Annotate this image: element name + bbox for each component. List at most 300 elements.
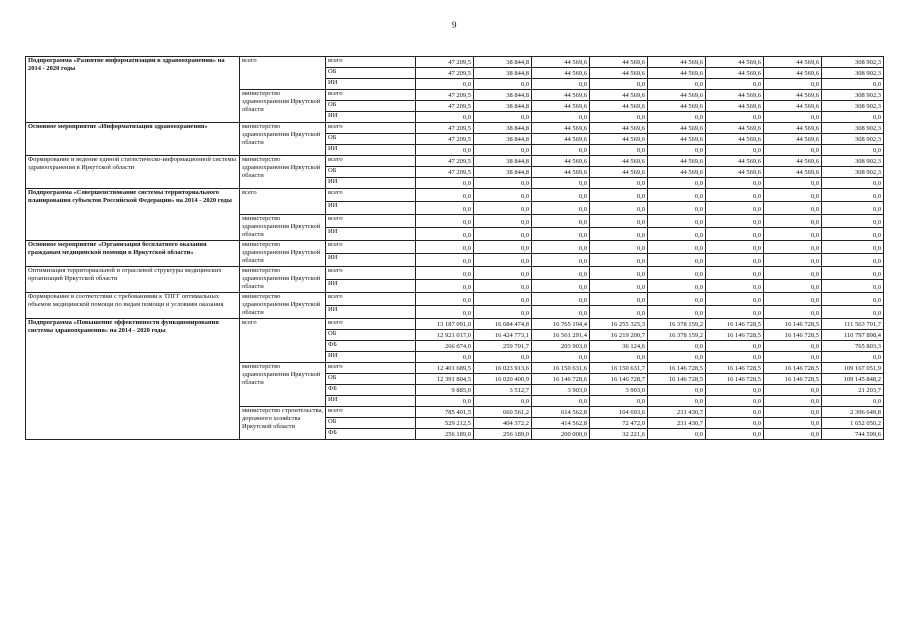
value-cell: 12 391 804,5 xyxy=(416,374,474,385)
value-cell: 0,0 xyxy=(590,145,648,156)
value-cell: 0,0 xyxy=(706,352,764,363)
value-cell: 0,0 xyxy=(416,79,474,90)
value-cell: 0,0 xyxy=(474,228,532,241)
value-cell: 0,0 xyxy=(764,418,822,429)
total-value-cell: 308 902,3 xyxy=(822,68,884,79)
value-cell: 44 569,6 xyxy=(706,167,764,178)
value-cell: 0,0 xyxy=(648,254,706,267)
funding-source: ОБ xyxy=(326,374,416,385)
funding-source: всего xyxy=(326,123,416,134)
value-cell: 0,0 xyxy=(474,241,532,254)
value-cell: 16 219 200,7 xyxy=(590,330,648,341)
value-cell: 0,0 xyxy=(706,202,764,215)
funding-source: всего xyxy=(326,215,416,228)
value-cell: 256 189,0 xyxy=(416,429,474,440)
total-value-cell: 308 902,3 xyxy=(822,134,884,145)
value-cell: 200 000,0 xyxy=(532,429,590,440)
executor-name: всего xyxy=(240,319,326,363)
value-cell: 13 187 091,0 xyxy=(416,319,474,330)
value-cell: 44 569,6 xyxy=(590,134,648,145)
value-cell: 0,0 xyxy=(764,145,822,156)
value-cell: 0,0 xyxy=(764,385,822,396)
value-cell: 0,0 xyxy=(416,178,474,189)
value-cell: 0,0 xyxy=(590,178,648,189)
value-cell: 0,0 xyxy=(590,352,648,363)
page-number: 9 xyxy=(452,20,457,30)
program-name: Основное мероприятие «Организация бесплатного оказания гражданам медицинской помощи в Иркутской области» xyxy=(26,241,240,267)
funding-source: ИИ xyxy=(326,112,416,123)
value-cell: 0,0 xyxy=(706,267,764,280)
executor-name: всего xyxy=(240,189,326,215)
value-cell: 44 569,6 xyxy=(532,68,590,79)
funding-source: всего xyxy=(326,363,416,374)
value-cell: 0,0 xyxy=(474,254,532,267)
funding-source: всего xyxy=(326,189,416,202)
value-cell: 266 074,0 xyxy=(416,341,474,352)
value-cell: 0,0 xyxy=(764,280,822,293)
executor-name: министерство здравоохранения Иркутской области xyxy=(240,156,326,189)
value-cell: 0,0 xyxy=(416,306,474,319)
total-value-cell: 308 902,3 xyxy=(822,167,884,178)
value-cell: 44 569,6 xyxy=(532,57,590,68)
value-cell: 0,0 xyxy=(590,293,648,306)
total-value-cell: 0,0 xyxy=(822,396,884,407)
program-name: Формирование и ведение единой статистическо-информационной системы здравоохранения в Иркутской области xyxy=(26,156,240,189)
funding-source: всего xyxy=(326,57,416,68)
value-cell: 0,0 xyxy=(416,228,474,241)
table-row xyxy=(26,241,884,254)
value-cell: 0,0 xyxy=(474,112,532,123)
value-cell: 0,0 xyxy=(706,254,764,267)
value-cell: 0,0 xyxy=(706,306,764,319)
value-cell: 0,0 xyxy=(706,112,764,123)
funding-source: ОБ xyxy=(326,134,416,145)
funding-source: ФБ xyxy=(326,385,416,396)
value-cell: 16 255 325,3 xyxy=(590,319,648,330)
funding-source: ОБ xyxy=(326,330,416,341)
value-cell: 0,0 xyxy=(764,79,822,90)
total-value-cell: 110 797 898,4 xyxy=(822,330,884,341)
executor-name: министерство строительства, дорожного хозяйства Иркутской области xyxy=(240,407,326,440)
value-cell: 0,0 xyxy=(706,396,764,407)
value-cell: 0,0 xyxy=(648,202,706,215)
value-cell: 529 212,5 xyxy=(416,418,474,429)
value-cell: 231 430,7 xyxy=(648,418,706,429)
executor-name: министерство здравоохранения Иркутской области xyxy=(240,123,326,156)
program-name: Подпрограмма «Развитие информатизации в здравоохранении» на 2014 - 2020 годы xyxy=(26,57,240,123)
value-cell: 12 401 689,5 xyxy=(416,363,474,374)
total-value-cell: 0,0 xyxy=(822,79,884,90)
value-cell: 32 221,6 xyxy=(590,429,648,440)
value-cell: 44 569,6 xyxy=(648,90,706,101)
funding-source: ИИ xyxy=(326,228,416,241)
value-cell: 0,0 xyxy=(416,145,474,156)
total-value-cell: 0,0 xyxy=(822,215,884,228)
value-cell: 0,0 xyxy=(474,189,532,202)
value-cell: 38 844,8 xyxy=(474,68,532,79)
value-cell: 47 209,5 xyxy=(416,156,474,167)
table-row xyxy=(26,319,884,330)
value-cell: 0,0 xyxy=(474,202,532,215)
value-cell: 0,0 xyxy=(764,215,822,228)
value-cell: 0,0 xyxy=(764,341,822,352)
value-cell: 44 569,6 xyxy=(706,134,764,145)
value-cell: 0,0 xyxy=(416,267,474,280)
table-row xyxy=(26,123,884,134)
value-cell: 0,0 xyxy=(648,79,706,90)
value-cell: 0,0 xyxy=(532,79,590,90)
value-cell: 0,0 xyxy=(764,267,822,280)
value-cell: 16 424 773,1 xyxy=(474,330,532,341)
value-cell: 47 209,5 xyxy=(416,68,474,79)
value-cell: 0,0 xyxy=(764,407,822,418)
value-cell: 0,0 xyxy=(648,267,706,280)
value-cell: 0,0 xyxy=(648,228,706,241)
value-cell: 44 569,6 xyxy=(532,167,590,178)
value-cell: 0,0 xyxy=(416,189,474,202)
value-cell: 44 569,6 xyxy=(590,57,648,68)
value-cell: 16 146 728,5 xyxy=(706,374,764,385)
value-cell: 44 569,6 xyxy=(648,167,706,178)
total-value-cell: 0,0 xyxy=(822,178,884,189)
value-cell: 0,0 xyxy=(532,352,590,363)
value-cell: 36 124,6 xyxy=(590,341,648,352)
value-cell: 38 844,8 xyxy=(474,57,532,68)
value-cell: 0,0 xyxy=(764,202,822,215)
value-cell: 44 569,6 xyxy=(764,101,822,112)
total-value-cell: 0,0 xyxy=(822,267,884,280)
value-cell: 0,0 xyxy=(474,267,532,280)
value-cell: 44 569,6 xyxy=(590,123,648,134)
program-name: Формирование в соответствии с требованиями к ТПГГ оптимальных объемов медицинской помощи по видам помощи и условиям оказания xyxy=(26,293,240,319)
value-cell: 0,0 xyxy=(416,396,474,407)
value-cell: 0,0 xyxy=(532,202,590,215)
value-cell: 0,0 xyxy=(416,254,474,267)
value-cell: 16 023 913,6 xyxy=(474,363,532,374)
value-cell: 785 401,5 xyxy=(416,407,474,418)
funding-source: ИИ xyxy=(326,178,416,189)
value-cell: 0,0 xyxy=(648,178,706,189)
value-cell: 0,0 xyxy=(706,385,764,396)
funding-source: всего xyxy=(326,241,416,254)
funding-source: всего xyxy=(326,319,416,330)
value-cell: 0,0 xyxy=(416,112,474,123)
total-value-cell: 0,0 xyxy=(822,241,884,254)
executor-name: министерство здравоохранения Иркутской области xyxy=(240,267,326,293)
value-cell: 0,0 xyxy=(416,293,474,306)
total-value-cell: 109 167 051,9 xyxy=(822,363,884,374)
value-cell: 16 146 728,5 xyxy=(706,330,764,341)
executor-name: министерство здравоохранения Иркутской области xyxy=(240,215,326,241)
value-cell: 38 844,8 xyxy=(474,134,532,145)
value-cell: 44 569,6 xyxy=(590,68,648,79)
value-cell: 47 209,5 xyxy=(416,57,474,68)
value-cell: 404 372,2 xyxy=(474,418,532,429)
value-cell: 44 569,6 xyxy=(764,167,822,178)
funding-source: ИИ xyxy=(326,306,416,319)
total-value-cell: 308 902,3 xyxy=(822,57,884,68)
value-cell: 0,0 xyxy=(648,145,706,156)
value-cell: 0,0 xyxy=(474,306,532,319)
total-value-cell: 0,0 xyxy=(822,145,884,156)
value-cell: 16 146 728,5 xyxy=(706,319,764,330)
value-cell: 0,0 xyxy=(590,280,648,293)
total-value-cell: 744 599,6 xyxy=(822,429,884,440)
funding-source: всего xyxy=(326,293,416,306)
value-cell: 16 146 728,5 xyxy=(764,374,822,385)
total-value-cell: 308 902,3 xyxy=(822,101,884,112)
value-cell: 0,0 xyxy=(648,352,706,363)
value-cell: 16 146 728,5 xyxy=(764,319,822,330)
program-name: Подпрограмма «Повышение эффективности функционирования системы здравоохранения» на 2014 - 2020 годы xyxy=(26,319,240,440)
value-cell: 0,0 xyxy=(764,306,822,319)
funding-source: ИИ xyxy=(326,280,416,293)
value-cell: 44 569,6 xyxy=(764,90,822,101)
value-cell: 38 844,8 xyxy=(474,167,532,178)
funding-source: ОБ xyxy=(326,68,416,79)
funding-source: всего xyxy=(326,267,416,280)
value-cell: 12 921 017,0 xyxy=(416,330,474,341)
funding-source: ИИ xyxy=(326,352,416,363)
total-value-cell: 0,0 xyxy=(822,202,884,215)
value-cell: 0,0 xyxy=(706,341,764,352)
value-cell: 203 903,0 xyxy=(532,341,590,352)
value-cell: 0,0 xyxy=(648,189,706,202)
value-cell: 0,0 xyxy=(764,352,822,363)
value-cell: 0,0 xyxy=(532,241,590,254)
total-value-cell: 0,0 xyxy=(822,352,884,363)
value-cell: 0,0 xyxy=(416,280,474,293)
total-value-cell: 765 803,3 xyxy=(822,341,884,352)
funding-source: ИИ xyxy=(326,79,416,90)
value-cell: 16 146 728,7 xyxy=(590,374,648,385)
value-cell: 44 569,6 xyxy=(764,123,822,134)
value-cell: 0,0 xyxy=(648,341,706,352)
value-cell: 0,0 xyxy=(706,79,764,90)
value-cell: 0,0 xyxy=(706,215,764,228)
value-cell: 44 569,6 xyxy=(532,90,590,101)
value-cell: 0,0 xyxy=(764,396,822,407)
total-value-cell: 21 203,7 xyxy=(822,385,884,396)
value-cell: 0,0 xyxy=(590,202,648,215)
budget-table xyxy=(25,56,884,440)
value-cell: 44 569,6 xyxy=(648,68,706,79)
value-cell: 0,0 xyxy=(532,267,590,280)
value-cell: 0,0 xyxy=(706,145,764,156)
value-cell: 0,0 xyxy=(648,429,706,440)
value-cell: 38 844,8 xyxy=(474,123,532,134)
value-cell: 3 512,7 xyxy=(474,385,532,396)
value-cell: 0,0 xyxy=(532,178,590,189)
value-cell: 0,0 xyxy=(532,293,590,306)
total-value-cell: 111 563 701,7 xyxy=(822,319,884,330)
value-cell: 0,0 xyxy=(648,396,706,407)
value-cell: 0,0 xyxy=(590,241,648,254)
value-cell: 259 701,7 xyxy=(474,341,532,352)
value-cell: 0,0 xyxy=(764,178,822,189)
value-cell: 16 561 291,4 xyxy=(532,330,590,341)
executor-name: министерство здравоохранения Иркутской области xyxy=(240,293,326,319)
value-cell: 0,0 xyxy=(648,293,706,306)
value-cell: 0,0 xyxy=(706,429,764,440)
value-cell: 44 569,6 xyxy=(706,68,764,79)
total-value-cell: 0,0 xyxy=(822,228,884,241)
value-cell: 0,0 xyxy=(706,407,764,418)
total-value-cell: 109 145 848,2 xyxy=(822,374,884,385)
executor-name: всего xyxy=(240,57,326,90)
value-cell: 44 569,6 xyxy=(648,57,706,68)
value-cell: 44 569,6 xyxy=(590,101,648,112)
value-cell: 660 561,2 xyxy=(474,407,532,418)
value-cell: 44 569,6 xyxy=(532,134,590,145)
value-cell: 614 562,8 xyxy=(532,407,590,418)
value-cell: 0,0 xyxy=(590,215,648,228)
total-value-cell: 308 902,3 xyxy=(822,90,884,101)
funding-source: ИИ xyxy=(326,145,416,156)
value-cell: 0,0 xyxy=(532,189,590,202)
value-cell: 0,0 xyxy=(416,215,474,228)
value-cell: 0,0 xyxy=(764,429,822,440)
value-cell: 47 209,5 xyxy=(416,123,474,134)
value-cell: 0,0 xyxy=(532,228,590,241)
value-cell: 0,0 xyxy=(474,178,532,189)
program-name: Оптимизация территориальной и отраслевой структуры медицинских организаций Иркутской области xyxy=(26,267,240,293)
value-cell: 0,0 xyxy=(416,241,474,254)
value-cell: 0,0 xyxy=(532,280,590,293)
value-cell: 0,0 xyxy=(706,178,764,189)
value-cell: 44 569,6 xyxy=(706,57,764,68)
funding-source: ОБ xyxy=(326,418,416,429)
value-cell: 0,0 xyxy=(590,79,648,90)
value-cell: 16 684 474,8 xyxy=(474,319,532,330)
program-name: Подпрограмма «Совершенствование системы территориального планирования субъектов Российской Федерации» на 2014 - 2020 годы xyxy=(26,189,240,241)
total-value-cell: 0,0 xyxy=(822,306,884,319)
value-cell: 0,0 xyxy=(474,79,532,90)
value-cell: 0,0 xyxy=(590,254,648,267)
value-cell: 3 903,0 xyxy=(532,385,590,396)
total-value-cell: 1 652 050,2 xyxy=(822,418,884,429)
total-value-cell: 0,0 xyxy=(822,189,884,202)
value-cell: 0,0 xyxy=(706,418,764,429)
value-cell: 414 562,8 xyxy=(532,418,590,429)
value-cell: 0,0 xyxy=(706,293,764,306)
value-cell: 44 569,6 xyxy=(648,101,706,112)
funding-source: всего xyxy=(326,90,416,101)
value-cell: 0,0 xyxy=(648,280,706,293)
executor-name: министерство здравоохранения Иркутской области xyxy=(240,90,326,123)
funding-source: ОБ xyxy=(326,101,416,112)
value-cell: 16 146 728,5 xyxy=(764,363,822,374)
value-cell: 0,0 xyxy=(706,189,764,202)
value-cell: 0,0 xyxy=(590,228,648,241)
value-cell: 72 472,0 xyxy=(590,418,648,429)
total-value-cell: 0,0 xyxy=(822,112,884,123)
value-cell: 16 020 400,9 xyxy=(474,374,532,385)
value-cell: 0,0 xyxy=(590,267,648,280)
value-cell: 104 693,6 xyxy=(590,407,648,418)
total-value-cell: 308 902,3 xyxy=(822,156,884,167)
value-cell: 0,0 xyxy=(416,352,474,363)
value-cell: 0,0 xyxy=(648,215,706,228)
value-cell: 0,0 xyxy=(590,396,648,407)
value-cell: 0,0 xyxy=(532,112,590,123)
value-cell: 44 569,6 xyxy=(590,90,648,101)
value-cell: 44 569,6 xyxy=(532,123,590,134)
value-cell: 44 569,6 xyxy=(764,68,822,79)
table-row xyxy=(26,57,884,68)
value-cell: 16 378 159,2 xyxy=(648,319,706,330)
value-cell: 44 569,6 xyxy=(706,156,764,167)
value-cell: 0,0 xyxy=(590,189,648,202)
value-cell: 16 146 728,6 xyxy=(532,374,590,385)
funding-source: ИИ xyxy=(326,254,416,267)
value-cell: 16 765 194,4 xyxy=(532,319,590,330)
funding-source: ФБ xyxy=(326,341,416,352)
funding-source: ИИ xyxy=(326,396,416,407)
value-cell: 47 209,5 xyxy=(416,90,474,101)
value-cell: 0,0 xyxy=(532,254,590,267)
total-value-cell: 2 396 649,8 xyxy=(822,407,884,418)
value-cell: 44 569,6 xyxy=(532,101,590,112)
executor-name: министерство здравоохранения Иркутской области xyxy=(240,241,326,267)
value-cell: 0,0 xyxy=(648,306,706,319)
value-cell: 44 569,6 xyxy=(648,156,706,167)
funding-source: всего xyxy=(326,156,416,167)
value-cell: 0,0 xyxy=(764,293,822,306)
value-cell: 3 903,0 xyxy=(590,385,648,396)
value-cell: 44 569,6 xyxy=(706,90,764,101)
table-row xyxy=(26,293,884,306)
table-row xyxy=(26,267,884,280)
value-cell: 44 569,6 xyxy=(764,57,822,68)
value-cell: 0,0 xyxy=(474,293,532,306)
table-row xyxy=(26,156,884,167)
total-value-cell: 0,0 xyxy=(822,280,884,293)
value-cell: 44 569,6 xyxy=(590,156,648,167)
value-cell: 0,0 xyxy=(706,228,764,241)
value-cell: 44 569,6 xyxy=(648,123,706,134)
funding-source: ИИ xyxy=(326,202,416,215)
value-cell: 0,0 xyxy=(706,241,764,254)
value-cell: 0,0 xyxy=(764,189,822,202)
value-cell: 0,0 xyxy=(764,112,822,123)
value-cell: 16 378 159,2 xyxy=(648,330,706,341)
value-cell: 0,0 xyxy=(648,112,706,123)
value-cell: 44 569,6 xyxy=(706,101,764,112)
value-cell: 0,0 xyxy=(706,280,764,293)
value-cell: 38 844,8 xyxy=(474,156,532,167)
total-value-cell: 0,0 xyxy=(822,254,884,267)
value-cell: 0,0 xyxy=(416,202,474,215)
value-cell: 16 150 631,7 xyxy=(590,363,648,374)
value-cell: 0,0 xyxy=(764,254,822,267)
value-cell: 38 844,8 xyxy=(474,90,532,101)
value-cell: 256 189,0 xyxy=(474,429,532,440)
value-cell: 44 569,6 xyxy=(764,134,822,145)
funding-source: всего xyxy=(326,407,416,418)
value-cell: 0,0 xyxy=(474,215,532,228)
value-cell: 0,0 xyxy=(590,112,648,123)
value-cell: 44 569,6 xyxy=(532,156,590,167)
funding-source: ФБ xyxy=(326,429,416,440)
value-cell: 44 569,6 xyxy=(764,156,822,167)
table-row xyxy=(26,189,884,202)
value-cell: 0,0 xyxy=(474,280,532,293)
value-cell: 16 146 728,5 xyxy=(706,363,764,374)
value-cell: 0,0 xyxy=(474,396,532,407)
program-name: Основное мероприятие «Информатизация здравоохранения» xyxy=(26,123,240,156)
value-cell: 0,0 xyxy=(532,145,590,156)
